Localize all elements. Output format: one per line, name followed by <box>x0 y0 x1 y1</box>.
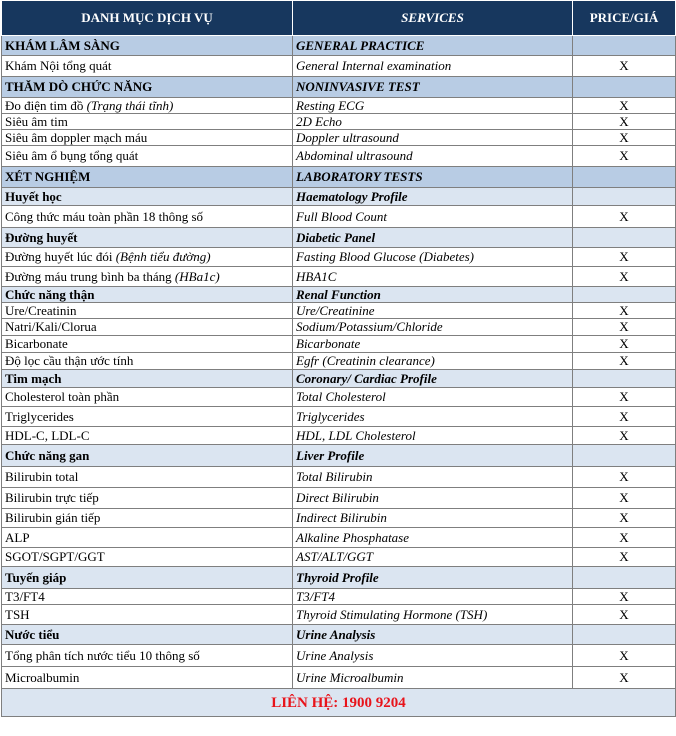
service-name-vi-text: THĂM DÒ CHỨC NĂNG <box>5 79 153 94</box>
price-mark <box>573 625 676 645</box>
service-name-vi-text: Đường huyết lúc đói <box>5 249 113 264</box>
price-mark <box>573 228 676 248</box>
price-mark <box>573 167 676 188</box>
service-name-vi-text: Đo điện tim đồ <box>5 97 84 113</box>
service-name-vi-text: Đường máu trung bình ba tháng <box>5 268 172 284</box>
price-mark <box>573 567 676 589</box>
price-mark: X <box>573 267 676 287</box>
service-name-en: Doppler ultrasound <box>293 130 573 146</box>
table-row <box>2 509 676 528</box>
table-row <box>2 548 676 567</box>
service-name-vi <box>2 488 293 509</box>
service-name-vi-text: Triglycerides <box>5 408 74 424</box>
service-note: (Bệnh tiểu đường) <box>115 249 211 264</box>
service-note: (HBa1c) <box>174 268 220 284</box>
service-name-en: Thyroid Profile <box>293 567 573 589</box>
table-row <box>2 667 676 689</box>
table-row <box>2 605 676 625</box>
service-name-vi <box>2 567 293 589</box>
header-price: PRICE/GIÁ <box>573 1 676 36</box>
service-name-vi-text: Siêu âm ổ bụng tổng quát <box>5 148 139 163</box>
price-mark <box>573 287 676 303</box>
table-row <box>2 114 676 130</box>
price-mark: X <box>573 589 676 605</box>
subsection-row <box>2 625 676 645</box>
service-name-vi-text: HDL-C, LDL-C <box>5 427 90 443</box>
section-row <box>2 167 676 188</box>
service-name-vi-text: TSH <box>5 606 30 622</box>
service-name-vi <box>2 625 293 645</box>
price-mark: X <box>573 427 676 445</box>
service-note: (Trạng thái tĩnh) <box>86 97 174 113</box>
service-name-vi-text: Nước tiểu <box>5 626 60 642</box>
price-mark: X <box>573 130 676 146</box>
service-name-vi-text: SGOT/SGPT/GGT <box>5 549 105 564</box>
table-body <box>2 36 676 689</box>
service-name-vi <box>2 319 293 336</box>
service-name-vi <box>2 248 293 267</box>
service-name-vi <box>2 130 293 146</box>
service-name-vi <box>2 370 293 388</box>
service-name-vi <box>2 445 293 467</box>
price-mark: X <box>573 248 676 267</box>
service-name-vi <box>2 188 293 206</box>
service-name-vi-text: ALP <box>5 529 30 545</box>
service-name-en: Urine Microalbumin <box>293 667 573 689</box>
service-name-vi <box>2 427 293 445</box>
table-row <box>2 427 676 445</box>
service-name-vi <box>2 407 293 427</box>
service-name-vi <box>2 548 293 567</box>
service-name-vi-text: Bilirubin trực tiếp <box>5 490 99 505</box>
section-row <box>2 77 676 98</box>
table-row <box>2 407 676 427</box>
price-mark: X <box>573 667 676 689</box>
table-row <box>2 336 676 353</box>
price-mark: X <box>573 56 676 77</box>
subsection-row <box>2 370 676 388</box>
service-name-vi-text: Ure/Creatinin <box>5 302 77 318</box>
service-name-vi-text: Natri/Kali/Clorua <box>5 319 97 334</box>
price-mark: X <box>573 336 676 353</box>
table-header <box>2 1 676 36</box>
contact-row <box>2 689 676 717</box>
service-name-en: Full Blood Count <box>293 206 573 228</box>
price-mark <box>573 36 676 56</box>
service-name-vi-text: Microalbumin <box>5 669 80 685</box>
service-name-en: Abdominal ultrasound <box>293 146 573 167</box>
service-name-en: GENERAL PRACTICE <box>293 36 573 56</box>
service-name-vi-text: Khám Nội tổng quát <box>5 58 112 73</box>
service-name-vi-text: Tuyến giáp <box>5 569 67 585</box>
service-name-en: Urine Analysis <box>293 645 573 667</box>
service-name-vi-text: Công thức máu toàn phần 18 thông số <box>5 208 204 224</box>
service-name-vi-text: XÉT NGHIỆM <box>5 169 91 184</box>
table-row <box>2 319 676 336</box>
service-name-vi <box>2 77 293 98</box>
table-row <box>2 353 676 370</box>
table-row <box>2 303 676 319</box>
service-name-en: Fasting Blood Glucose (Diabetes) <box>293 248 573 267</box>
table-row <box>2 528 676 548</box>
table-row <box>2 56 676 77</box>
service-name-en: T3/FT4 <box>293 589 573 605</box>
service-name-vi <box>2 667 293 689</box>
service-name-vi-text: Tổng phân tích nước tiểu 10 thông số <box>5 647 200 663</box>
service-name-vi <box>2 467 293 488</box>
price-mark <box>573 445 676 467</box>
service-name-vi <box>2 114 293 130</box>
service-name-en: Diabetic Panel <box>293 228 573 248</box>
service-name-en: Total Cholesterol <box>293 388 573 407</box>
section-row <box>2 36 676 56</box>
service-name-en: HDL, LDL Cholesterol <box>293 427 573 445</box>
service-name-vi-text: Siêu âm doppler mạch máu <box>5 129 148 145</box>
service-name-vi-text: Siêu âm tim <box>5 113 68 129</box>
service-name-vi <box>2 36 293 56</box>
service-name-en: NONINVASIVE TEST <box>293 77 573 98</box>
price-mark: X <box>573 146 676 167</box>
price-mark: X <box>573 467 676 488</box>
service-name-vi-text: Bicarbonate <box>5 336 68 351</box>
service-name-en: General Internal examination <box>293 56 573 77</box>
header-services-vi: DANH MỤC DỊCH VỤ <box>2 1 293 36</box>
service-name-vi-text: Tim mạch <box>5 370 62 386</box>
service-name-vi-text: Bilirubin gián tiếp <box>5 510 101 525</box>
service-name-en: Ure/Creatinine <box>293 303 573 319</box>
table-row <box>2 130 676 146</box>
subsection-row <box>2 287 676 303</box>
service-name-vi-text: Huyết học <box>5 188 62 204</box>
service-name-en: Coronary/ Cardiac Profile <box>293 370 573 388</box>
table-row <box>2 98 676 114</box>
price-mark <box>573 77 676 98</box>
service-name-en: 2D Echo <box>293 114 573 130</box>
service-name-en: Resting ECG <box>293 98 573 114</box>
service-name-en: AST/ALT/GGT <box>293 548 573 567</box>
price-mark: X <box>573 509 676 528</box>
service-name-en: Sodium/Potassium/Chloride <box>293 319 573 336</box>
price-mark <box>573 188 676 206</box>
table-row <box>2 206 676 228</box>
service-name-vi <box>2 645 293 667</box>
price-mark: X <box>573 645 676 667</box>
subsection-row <box>2 567 676 589</box>
service-name-vi-text: Cholesterol toàn phần <box>5 389 120 404</box>
price-mark: X <box>573 98 676 114</box>
table-row <box>2 645 676 667</box>
service-name-vi-text: T3/FT4 <box>5 588 45 604</box>
price-mark: X <box>573 303 676 319</box>
price-mark <box>573 370 676 388</box>
service-name-en: HBA1C <box>293 267 573 287</box>
service-name-vi <box>2 228 293 248</box>
service-name-vi-text: Độ lọc cầu thận ước tính <box>5 353 134 368</box>
service-name-vi <box>2 287 293 303</box>
service-name-en: Haematology Profile <box>293 188 573 206</box>
service-name-vi <box>2 509 293 528</box>
service-name-en: Renal Function <box>293 287 573 303</box>
service-name-vi <box>2 388 293 407</box>
price-mark: X <box>573 407 676 427</box>
service-name-vi <box>2 267 293 287</box>
service-name-vi <box>2 528 293 548</box>
service-name-en: Urine Analysis <box>293 625 573 645</box>
price-mark: X <box>573 605 676 625</box>
service-name-vi <box>2 336 293 353</box>
service-name-en: LABORATORY TESTS <box>293 167 573 188</box>
service-name-vi <box>2 589 293 605</box>
service-name-en: Indirect Bilirubin <box>293 509 573 528</box>
price-mark: X <box>573 528 676 548</box>
subsection-row <box>2 228 676 248</box>
service-name-en: Direct Bilirubin <box>293 488 573 509</box>
service-name-en: Thyroid Stimulating Hormone (TSH) <box>293 605 573 625</box>
service-name-vi <box>2 206 293 228</box>
price-mark: X <box>573 548 676 567</box>
service-name-vi-text: Bilirubin total <box>5 469 79 484</box>
table-row <box>2 589 676 605</box>
service-name-vi <box>2 146 293 167</box>
contact-hotline: LIÊN HỆ: 1900 9204 <box>2 689 676 717</box>
table-row <box>2 388 676 407</box>
header-services-en: SERVICES <box>293 1 573 36</box>
price-mark: X <box>573 488 676 509</box>
service-name-vi <box>2 303 293 319</box>
table-row <box>2 248 676 267</box>
service-name-vi <box>2 98 293 114</box>
table-row <box>2 467 676 488</box>
price-mark: X <box>573 114 676 130</box>
service-name-vi <box>2 56 293 77</box>
subsection-row <box>2 188 676 206</box>
subsection-row <box>2 445 676 467</box>
price-mark: X <box>573 206 676 228</box>
service-name-en: Bicarbonate <box>293 336 573 353</box>
service-name-en: Alkaline Phosphatase <box>293 528 573 548</box>
service-name-en: Egfr (Creatinin clearance) <box>293 353 573 370</box>
service-name-en: Total Bilirubin <box>293 467 573 488</box>
service-name-en: Liver Profile <box>293 445 573 467</box>
table-row <box>2 267 676 287</box>
price-mark: X <box>573 353 676 370</box>
service-name-vi <box>2 353 293 370</box>
table-row <box>2 488 676 509</box>
service-name-vi <box>2 605 293 625</box>
service-name-vi-text: Đường huyết <box>5 229 78 245</box>
service-name-vi <box>2 167 293 188</box>
price-mark: X <box>573 388 676 407</box>
service-name-vi-text: Chức năng thận <box>5 286 95 302</box>
service-name-vi-text: Chức năng gan <box>5 447 90 463</box>
table-row <box>2 146 676 167</box>
service-price-table <box>1 0 676 717</box>
service-name-en: Triglycerides <box>293 407 573 427</box>
price-mark: X <box>573 319 676 336</box>
service-name-vi-text: KHÁM LÂM SÀNG <box>5 37 120 53</box>
